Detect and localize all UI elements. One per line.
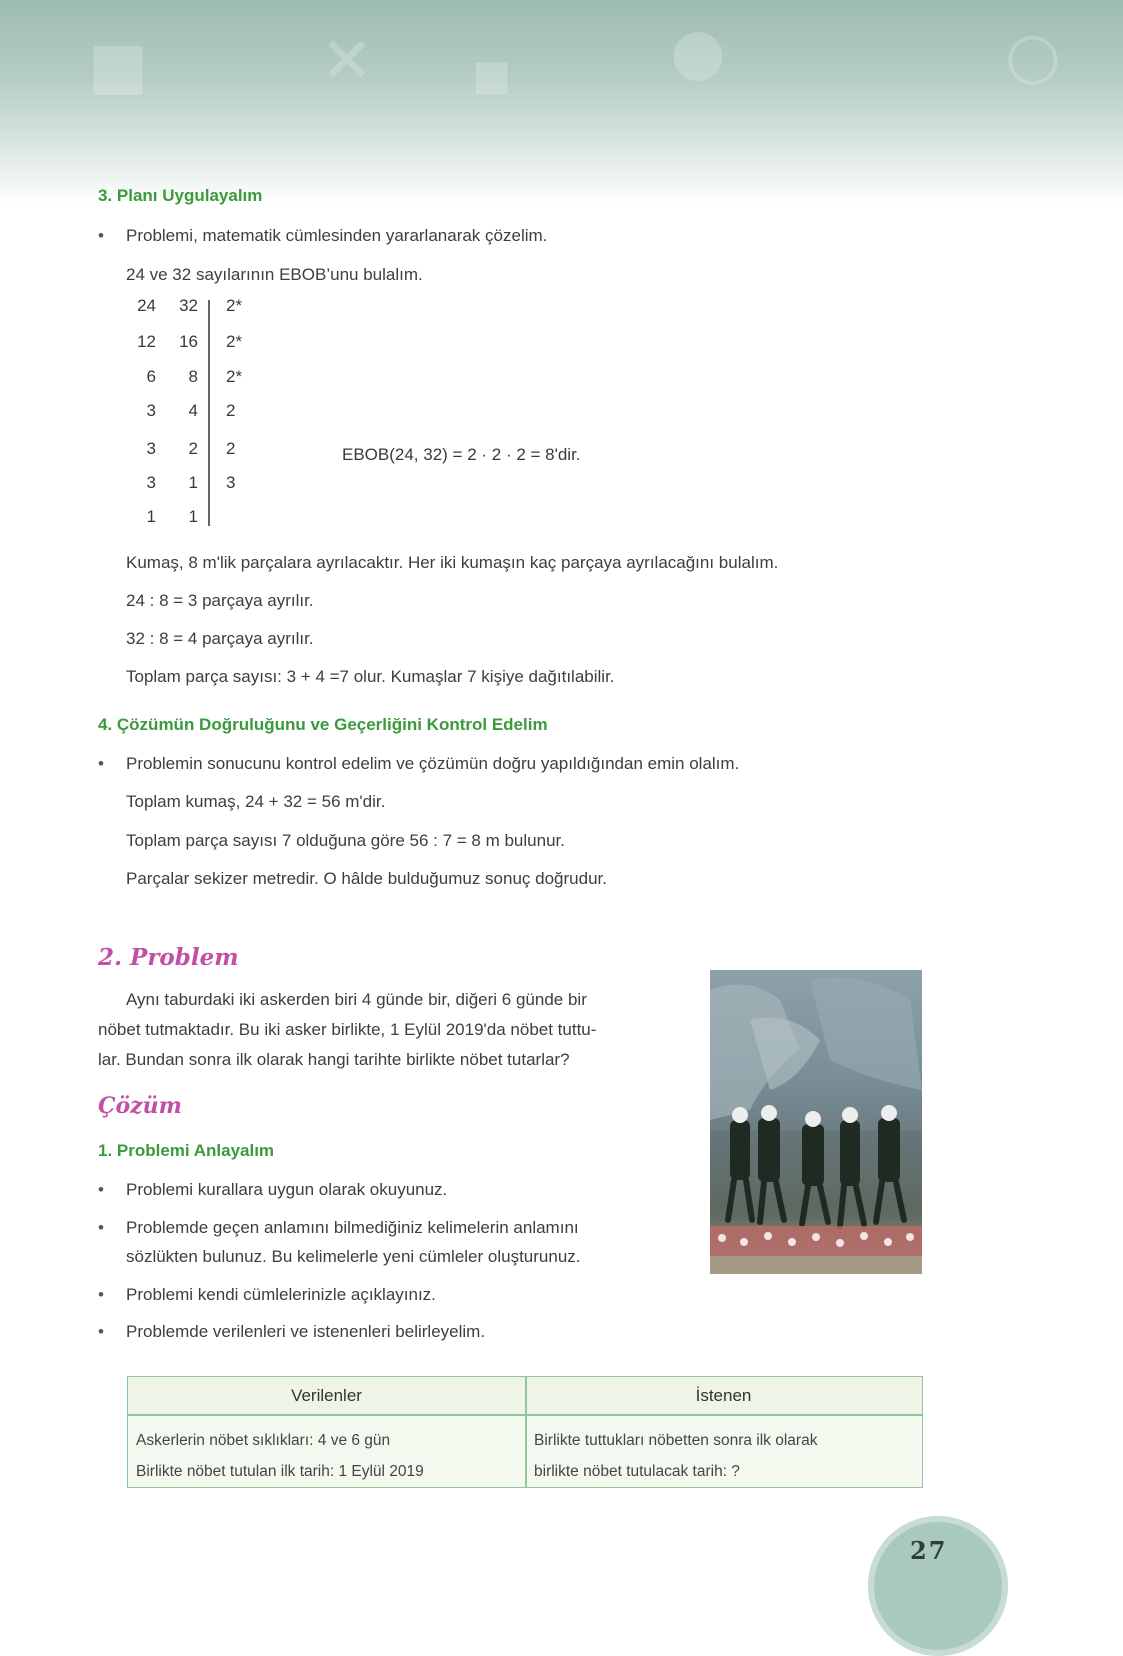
ladder-row: [120, 332, 260, 368]
banner-decoration: ■: [88, 28, 149, 103]
ladder-cell: 8: [188, 367, 198, 386]
ladder-cell: 3: [146, 473, 156, 492]
table-header-given: Verilenler: [128, 1377, 525, 1414]
ebob-result: EBOB(24, 32) = 2 · 2 · 2 = 8'dir.: [342, 445, 581, 464]
ladder-cell: 6: [146, 367, 156, 386]
problem-text-line: Aynı taburdaki iki askerden biri 4 günde bir, diğeri 6 günde bir: [126, 990, 587, 1009]
given-item: Askerlerin nöbet sıklıkları: 4 ve 6 gün: [136, 1432, 391, 1449]
problem-text-line: nöbet tutmaktadır. Bu iki asker birlikte, 1 Eylül 2019'da nöbet tuttu-: [98, 1020, 597, 1039]
ladder-cell: 2: [188, 439, 198, 458]
ladder-row: [120, 296, 260, 332]
ladder-cell: 3: [226, 473, 236, 492]
problem-text: [98, 985, 668, 1075]
ladder-cell: 32: [179, 296, 198, 315]
step1-bullet: Problemde geçen anlamını bilmediğiniz kelimelerin anlamını: [126, 1218, 579, 1237]
wanted-item: Birlikte tuttukları nöbetten sonra ilk olarak: [534, 1432, 818, 1449]
wanted-item: birlikte nöbet tutulacak tarih: ?: [534, 1463, 740, 1480]
ladder-cell: 24: [137, 296, 156, 315]
bullet-icon: •: [98, 226, 104, 245]
step3-line: Kumaş, 8 m'lik parçalara ayrılacaktır. Her iki kumaşın kaç parçaya ayrılacağını bulalım.: [126, 553, 779, 572]
ladder-row: [120, 439, 260, 475]
step4-title: 4. Çözümün Doğruluğunu ve Geçerliğini Kontrol Edelim: [98, 715, 548, 734]
division-ladder: [120, 296, 260, 536]
table-header-wanted: İstenen: [525, 1377, 922, 1414]
bullet-icon: •: [98, 1218, 104, 1237]
soldiers-photo: [710, 970, 922, 1274]
soldiers-photo-illustration: [710, 970, 922, 1274]
ladder-cell: 2: [226, 439, 236, 458]
ladder-row: [120, 401, 260, 437]
step4-line: Toplam parça sayısı 7 olduğuna göre 56 : 7 = 8 m bulunur.: [126, 831, 565, 850]
step3-title: 3. Planı Uygulayalım: [98, 186, 263, 205]
banner-decoration: ▪: [470, 36, 514, 111]
given-item: Birlikte nöbet tutulan ilk tarih: 1 Eylül 2019: [136, 1463, 424, 1480]
ladder-cell: 2*: [226, 296, 243, 315]
bullet-icon: •: [98, 754, 104, 773]
step1-title: 1. Problemi Anlayalım: [98, 1141, 275, 1160]
table-cell-given: [136, 1425, 424, 1487]
solution-title: Çözüm: [98, 1093, 182, 1119]
bullet-icon: •: [98, 1285, 104, 1304]
problem-text-line: lar. Bundan sonra ilk olarak hangi tarihte birlikte nöbet tutarlar?: [98, 1050, 570, 1069]
ladder-cell: 2: [226, 401, 236, 420]
step4-line: Parçalar sekizer metredir. O hâlde bulduğumuz sonuç doğrudur.: [126, 869, 607, 888]
ladder-cell: 1: [188, 473, 198, 492]
step1-bullet: Problemi kurallara uygun olarak okuyunuz.: [126, 1180, 448, 1199]
ladder-cell: 12: [137, 332, 156, 351]
step1-bullet-cont: sözlükten bulunuz. Bu kelimelerle yeni cümleler oluşturunuz.: [126, 1247, 581, 1266]
bullet-icon: •: [98, 1322, 104, 1341]
banner-decoration: ●: [670, 14, 726, 89]
step4-bullet: Problemin sonucunu kontrol edelim ve çözümün doğru yapıldığından emin olalım.: [126, 754, 740, 773]
ladder-cell: 1: [146, 507, 156, 526]
step3-line: Toplam parça sayısı: 3 + 4 =7 olur. Kumaşlar 7 kişiye dağıtılabilir.: [126, 667, 615, 686]
ladder-cell: 4: [188, 401, 198, 420]
ladder-row: [120, 367, 260, 403]
ladder-cell: 3: [146, 439, 156, 458]
ladder-cell: 16: [179, 332, 198, 351]
page-number: 27: [910, 1536, 948, 1565]
step4-line: Toplam kumaş, 24 + 32 = 56 m'dir.: [126, 792, 386, 811]
ladder-row: [120, 507, 260, 543]
table-divider: [525, 1377, 527, 1487]
ladder-row: [120, 473, 260, 509]
given-wanted-table: [127, 1376, 923, 1488]
table-cell-wanted: [534, 1425, 817, 1487]
ladder-cell: 2*: [226, 367, 243, 386]
step3-bullet: Problemi, matematik cümlesinden yararlanarak çözelim.: [126, 226, 548, 245]
ladder-cell: 1: [188, 507, 198, 526]
bullet-icon: •: [98, 1180, 104, 1199]
banner-decoration: ×: [320, 20, 374, 95]
step3-intro: 24 ve 32 sayılarının EBOB’unu bulalım.: [126, 265, 423, 284]
step3-line: 32 : 8 = 4 parçaya ayrılır.: [126, 629, 314, 648]
problem-title: 2. Problem: [98, 944, 239, 971]
banner-decoration: ○: [1005, 18, 1061, 93]
step1-bullet: Problemde verilenleri ve istenenleri belirleyelim.: [126, 1322, 486, 1341]
ladder-cell: 3: [146, 401, 156, 420]
step3-line: 24 : 8 = 3 parçaya ayrılır.: [126, 591, 314, 610]
step1-bullet: Problemi kendi cümlelerinizle açıklayınız.: [126, 1285, 436, 1304]
ladder-cell: 2*: [226, 332, 243, 351]
